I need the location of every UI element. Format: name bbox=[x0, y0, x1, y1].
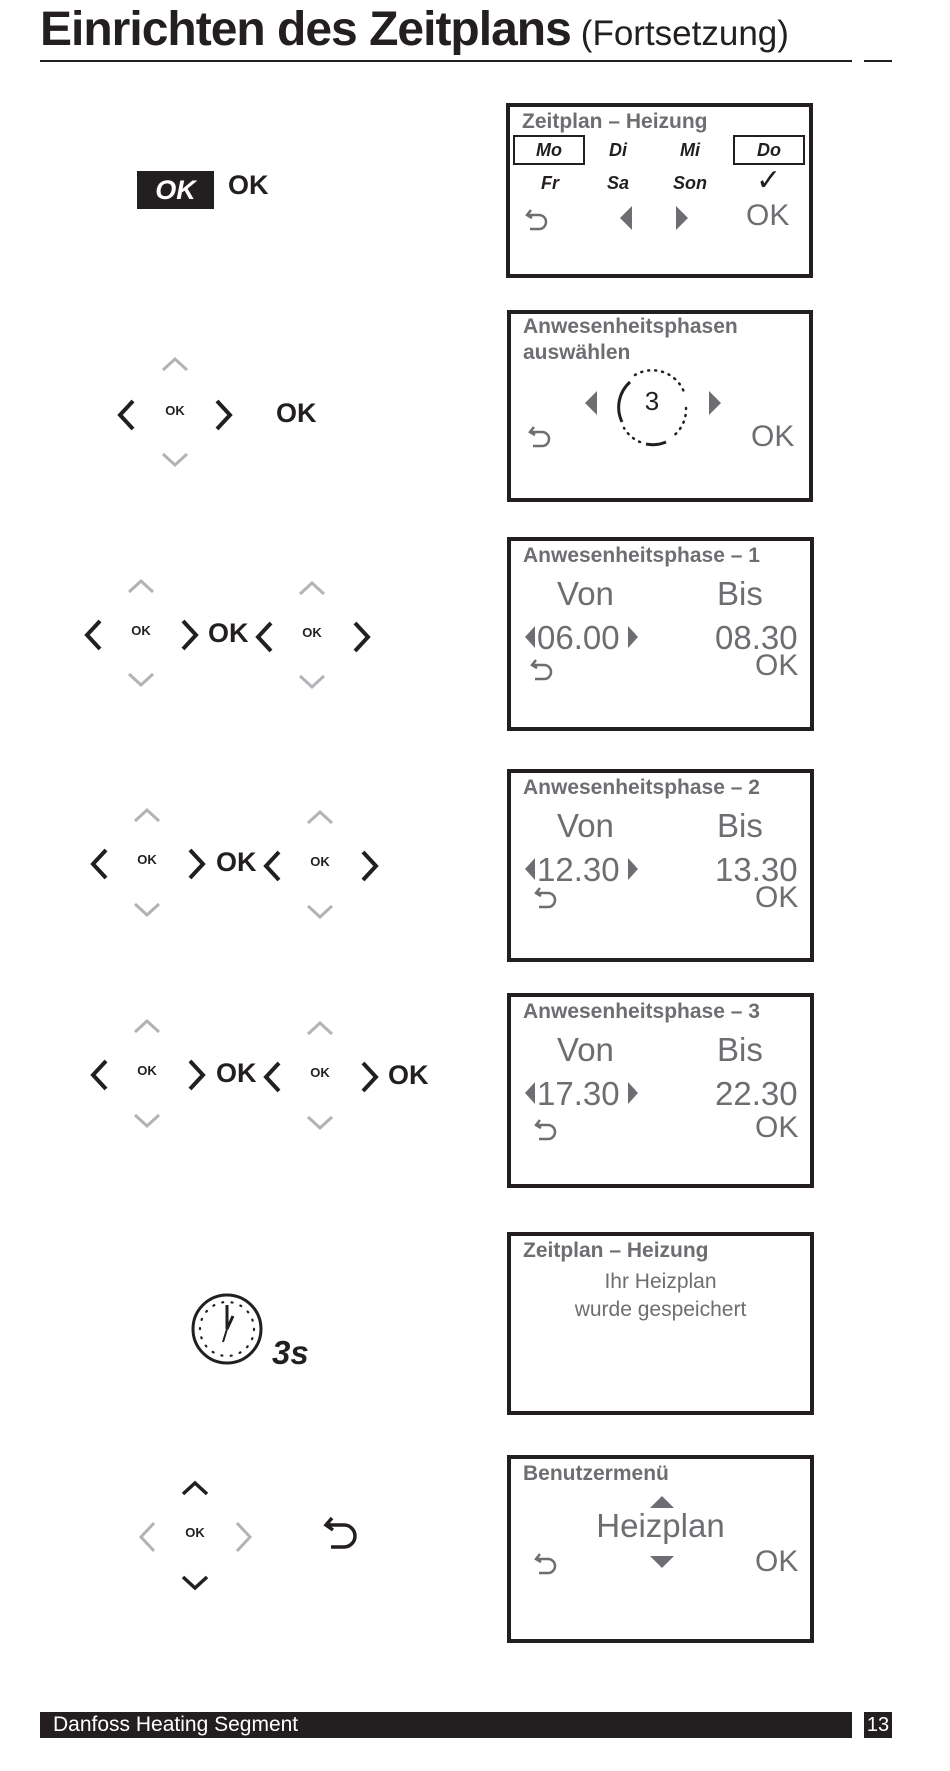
screen-ok: OK bbox=[755, 1545, 799, 1578]
to-label: Bis bbox=[717, 575, 763, 612]
screen-title: Benutzermenü bbox=[523, 1462, 669, 1485]
day-mi: Mi bbox=[680, 140, 700, 160]
arrow-right-icon bbox=[707, 390, 723, 416]
right-arrow-icon-2 bbox=[352, 620, 372, 654]
page-heading bbox=[40, 2, 789, 57]
arrow-left-icon bbox=[618, 205, 634, 231]
down-arrow-icon bbox=[160, 452, 190, 468]
right-arrow-icon bbox=[187, 847, 207, 881]
footer-company: Danfoss Heating Segment bbox=[53, 1713, 299, 1736]
display-screen-5 bbox=[507, 993, 814, 1188]
up-arrow-icon bbox=[132, 1018, 162, 1034]
menu-value: Heizplan bbox=[596, 1507, 725, 1544]
ok-label: OK bbox=[228, 170, 269, 200]
up-arrow-icon-2 bbox=[297, 580, 327, 596]
arrow-down-icon bbox=[649, 1555, 675, 1569]
screen-ok: OK bbox=[755, 1111, 799, 1144]
arrow-right-icon bbox=[626, 857, 640, 881]
from-time: 12.30 bbox=[537, 851, 620, 888]
to-time: 08.30 bbox=[715, 619, 798, 656]
right-arrow-icon-2 bbox=[360, 849, 380, 883]
ok-label-2: OK bbox=[388, 1060, 429, 1090]
ok-center-label: OK bbox=[137, 852, 157, 867]
ok-center-label: OK bbox=[185, 1525, 205, 1540]
hold-duration: 3s bbox=[272, 1334, 309, 1371]
down-arrow-icon-2 bbox=[297, 674, 327, 690]
arrow-right-icon bbox=[626, 625, 640, 649]
left-arrow-icon bbox=[89, 847, 109, 881]
ok-center-label: OK bbox=[165, 403, 185, 418]
down-arrow-icon bbox=[132, 902, 162, 918]
arrow-right-icon bbox=[674, 205, 690, 231]
down-arrow-icon-2 bbox=[305, 1115, 335, 1131]
to-label: Bis bbox=[717, 807, 763, 844]
ok-center-label-2: OK bbox=[310, 1065, 330, 1080]
ok-label: OK bbox=[216, 847, 257, 877]
down-arrow-icon bbox=[132, 1113, 162, 1129]
page-number: 13 bbox=[864, 1712, 892, 1738]
day-son: Son bbox=[673, 173, 707, 193]
ok-center-label: OK bbox=[137, 1063, 157, 1078]
ok-label: OK bbox=[216, 1058, 257, 1088]
from-label: Von bbox=[557, 575, 614, 612]
ok-center-label: OK bbox=[131, 623, 151, 638]
right-arrow-icon bbox=[180, 618, 200, 652]
left-arrow-icon-2 bbox=[262, 1060, 282, 1094]
screen-title-line1: Anwesenheitsphasen bbox=[523, 315, 738, 338]
left-arrow-icon bbox=[116, 398, 136, 432]
page-subtitle: (Fortsetzung) bbox=[580, 14, 789, 53]
down-arrow-icon bbox=[126, 672, 156, 688]
up-arrow-icon bbox=[132, 807, 162, 823]
footer-bar bbox=[40, 1712, 852, 1738]
header-rule-short bbox=[864, 60, 892, 62]
header-rule bbox=[40, 60, 852, 62]
day-sa: Sa bbox=[606, 173, 630, 193]
arrow-left-icon bbox=[523, 857, 537, 881]
screen-title-line2: auswählen bbox=[523, 341, 631, 364]
back-icon bbox=[533, 1117, 559, 1141]
day-mo: Mo bbox=[513, 135, 585, 165]
from-time: 06.00 bbox=[537, 619, 620, 656]
back-icon bbox=[322, 1514, 360, 1552]
right-arrow-icon bbox=[187, 1058, 207, 1092]
from-time: 17.30 bbox=[537, 1075, 620, 1112]
up-arrow-icon bbox=[126, 578, 156, 594]
screen-ok: OK bbox=[755, 881, 799, 914]
saved-message-line2: wurde gespeichert bbox=[574, 1298, 747, 1321]
right-arrow-icon bbox=[214, 398, 234, 432]
arrow-left-icon bbox=[523, 1081, 537, 1105]
to-time: 13.30 bbox=[715, 851, 798, 888]
down-arrow-icon-2 bbox=[305, 904, 335, 920]
arrow-left-icon bbox=[523, 625, 537, 649]
left-arrow-icon-2 bbox=[262, 849, 282, 883]
back-icon bbox=[529, 657, 555, 681]
ok-center-label-2: OK bbox=[310, 854, 330, 869]
up-arrow-icon bbox=[180, 1480, 210, 1496]
page-title: Einrichten des Zeitplans bbox=[40, 3, 571, 56]
up-arrow-icon-2 bbox=[305, 1020, 335, 1036]
from-label: Von bbox=[557, 1031, 614, 1068]
down-arrow-icon bbox=[180, 1575, 210, 1591]
up-arrow-icon bbox=[160, 356, 190, 372]
left-arrow-icon bbox=[137, 1520, 157, 1554]
ok-label: OK bbox=[208, 618, 249, 648]
display-screen-6 bbox=[507, 1232, 814, 1415]
to-time: 22.30 bbox=[715, 1075, 798, 1112]
screen-ok: OK bbox=[746, 199, 790, 232]
left-arrow-icon bbox=[83, 618, 103, 652]
arrow-right-icon bbox=[626, 1081, 640, 1105]
right-arrow-icon bbox=[234, 1520, 254, 1554]
screen-title: Zeitplan – Heizung bbox=[522, 110, 708, 133]
up-arrow-icon-2 bbox=[305, 809, 335, 825]
left-arrow-icon-2 bbox=[254, 620, 274, 654]
screen-title: Zeitplan – Heizung bbox=[523, 1239, 709, 1262]
ok-key: OK bbox=[137, 171, 214, 209]
screen-ok: OK bbox=[755, 649, 799, 682]
check-icon: ✓ bbox=[756, 164, 782, 197]
display-screen-2 bbox=[507, 310, 813, 502]
arrow-left-icon bbox=[583, 390, 599, 416]
presence-count: 3 bbox=[644, 386, 660, 416]
screen-ok: OK bbox=[751, 420, 795, 453]
day-do: Do bbox=[733, 135, 805, 165]
back-icon bbox=[524, 207, 550, 231]
screen-title: Anwesenheitsphase – 1 bbox=[523, 544, 760, 567]
ok-label: OK bbox=[276, 398, 317, 428]
display-screen-7 bbox=[507, 1455, 814, 1643]
from-label: Von bbox=[557, 807, 614, 844]
right-arrow-icon-2 bbox=[360, 1060, 380, 1094]
display-screen-3 bbox=[507, 537, 814, 731]
saved-message-line1: Ihr Heizplan bbox=[604, 1270, 717, 1293]
day-di: Di bbox=[609, 140, 627, 160]
display-screen-4 bbox=[507, 769, 814, 962]
display-screen-1 bbox=[506, 103, 813, 278]
clock-icon bbox=[190, 1292, 264, 1366]
back-icon bbox=[527, 424, 553, 448]
back-icon bbox=[533, 1551, 559, 1575]
to-label: Bis bbox=[717, 1031, 763, 1068]
screen-title: Anwesenheitsphase – 3 bbox=[523, 1000, 760, 1023]
ok-center-label-2: OK bbox=[302, 625, 322, 640]
day-fr: Fr bbox=[541, 173, 559, 193]
left-arrow-icon bbox=[89, 1058, 109, 1092]
back-icon bbox=[533, 885, 559, 909]
screen-title: Anwesenheitsphase – 2 bbox=[523, 776, 760, 799]
